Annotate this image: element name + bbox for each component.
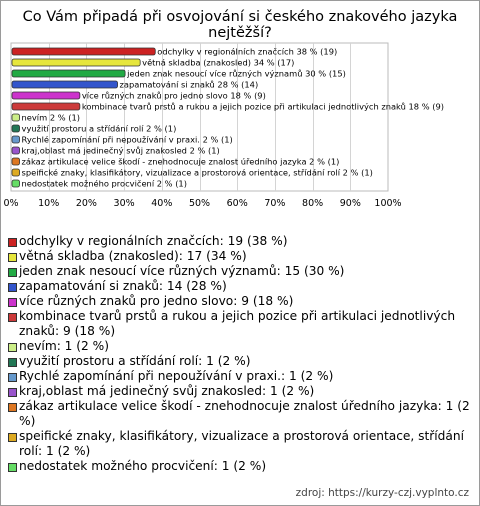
legend-label: kraj,oblast má jedinečný svůj znakosled: 1 (2 %) [19,384,315,398]
legend-swatch [8,313,17,322]
legend-label: využití prostoru a střídání rolí: 1 (2 %) [19,354,251,368]
bar-label: speifické znaky, klasifikátory, vizualizace a prostorová orientace, střídání rolí 2 % (1) [21,167,373,178]
legend-item [8,339,470,354]
bar-label: kraj,oblast má jedinečný svůj znakosled 2 % (1) [21,145,220,156]
legend-swatch [8,388,17,397]
bar-label: nedostatek možného procvičení 2 % (1) [21,178,187,189]
legend-label: nedostatek možného procvičení: 1 (2 %) [19,459,267,473]
bar [12,169,20,176]
legend-swatch [8,268,17,277]
legend-label: Rychlé zapomínání při nepoužívání v praxi.: 1 (2 %) [19,369,334,383]
legend-label: více různých znaků pro jedno slovo: 9 (18 %) [19,294,294,308]
bar-plot [0,0,480,234]
legend-item [8,354,470,369]
bar-label: jeden znak nesoucí více různých významů 30 % (15) [127,68,346,79]
legend-item [8,249,470,264]
legend [8,234,470,474]
legend-item [8,429,470,459]
legend-swatch [8,433,17,442]
x-tick-label: 0% [3,198,19,209]
x-tick-label: 70% [264,198,286,209]
x-tick-label: 20% [75,198,97,209]
x-tick-label: 30% [113,198,135,209]
legend-item [8,234,470,249]
legend-swatch [8,238,17,247]
bar-label: kombinace tvarů prstů a rukou a jejich pozice při artikulaci jednotlivých znaků 18 % (9) [81,101,444,112]
legend-item [8,459,470,474]
bar [12,103,80,110]
legend-swatch [8,373,17,382]
bar [12,48,155,55]
source-note: zdroj: https://kurzy-czj.vyplnto.cz [295,487,469,499]
bar [12,180,20,187]
legend-label: jeden znak nesoucí více různých významů: 15 (30 %) [19,264,345,278]
x-tick-label: 60% [226,198,248,209]
legend-swatch [8,298,17,307]
legend-swatch [8,253,17,262]
bar [12,59,140,66]
legend-item [8,279,470,294]
legend-swatch [8,343,17,352]
legend-swatch [8,403,17,412]
bar [12,136,20,143]
legend-label: odchylky v regionálních značcích: 19 (38 %) [19,234,288,248]
x-tick-label: 50% [188,198,211,209]
legend-item [8,294,470,309]
legend-label: speifické znaky, klasifikátory, vizualizace a prostorová orientace, střídání rolí: 1 (2 %) [19,429,464,458]
legend-swatch [8,283,17,292]
bar-label: zapamatování si znaků 28 % (14) [119,79,259,90]
chart-title: Co Vám připadá při osvojování si českého znakového jazyka nejtěžší? [22,9,458,41]
bar-label: zákaz artikulace velice škodí - znehodnocuje znalost úředního jazyka 2 % (1) [21,156,340,167]
legend-label: větná skladba (znakosled): 17 (34 %) [19,249,247,263]
bar [12,70,125,77]
legend-label: zákaz artikulace velice škodí - znehodnocuje znalost úředního jazyka: 1 (2 %) [19,399,470,428]
bar-label: větná skladba (znakosled) 34 % (17) [142,57,295,68]
x-tick-label: 10% [38,198,60,209]
bar [12,92,80,99]
legend-swatch [8,358,17,367]
bar [12,81,118,88]
legend-item [8,309,470,339]
x-tick-label: 80% [302,198,324,209]
legend-item [8,369,470,384]
legend-item [8,399,470,429]
bar-label: více různých znaků pro jedno slovo 18 % (9) [81,90,266,101]
legend-item [8,264,470,279]
bar [12,147,20,154]
bar [12,114,20,121]
x-tick-label: 40% [151,198,173,209]
bar [12,158,20,165]
legend-swatch [8,463,17,472]
bar-label: nevím 2 % (1) [21,112,81,123]
bar-label: Rychlé zapomínání při nepoužívání v praxi. 2 % (1) [21,134,233,145]
legend-label: kombinace tvarů prstů a rukou a jejich pozice při artikulaci jednotlivých znaků: 9 (18 %) [19,309,456,338]
bar-label: využití prostoru a střídání rolí 2 % (1) [21,123,177,134]
x-tick-label: 100% [374,198,402,209]
legend-item [8,384,470,399]
bar [12,125,20,132]
legend-label: zapamatování si znaků: 14 (28 %) [19,279,227,293]
x-tick-label: 90% [339,198,361,209]
legend-label: nevím: 1 (2 %) [19,339,110,353]
bar-label: odchylky v regionálních značcích 38 % (19) [157,46,338,57]
